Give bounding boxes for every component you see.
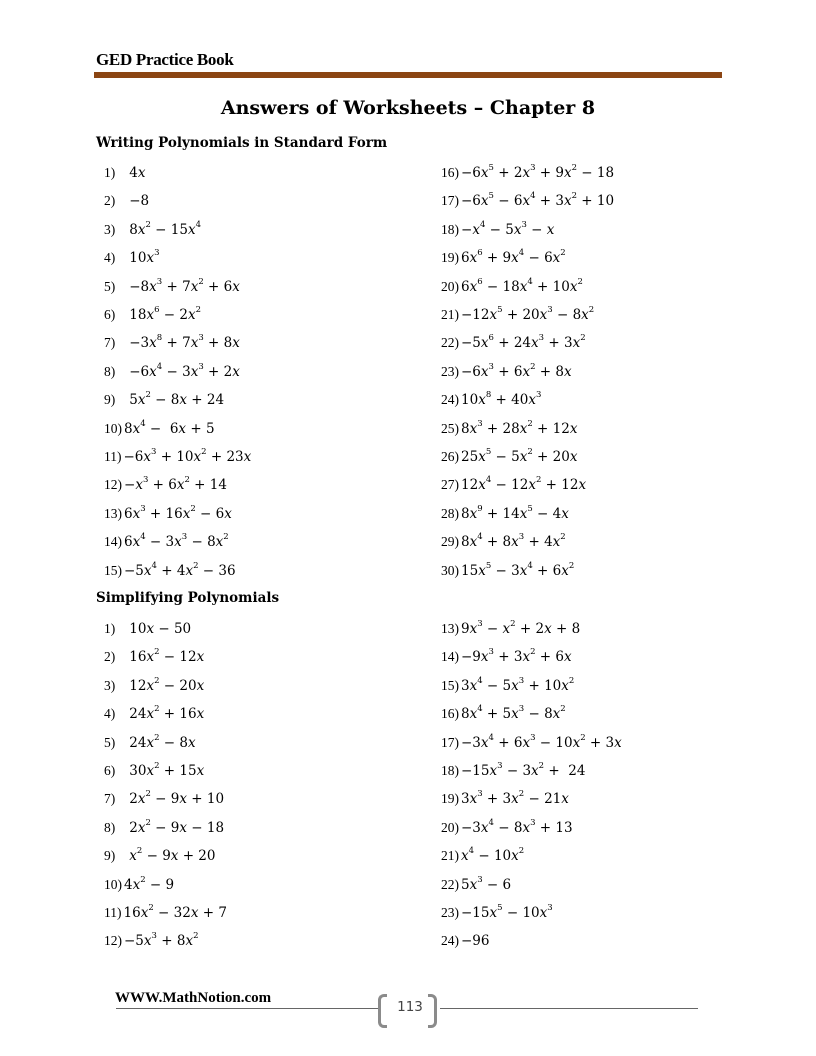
answer-item [104, 249, 159, 267]
answer-number: 26) [441, 449, 459, 464]
answer-expression: $8x^2 - 15x^4$ [129, 219, 202, 238]
answer-number: 25) [441, 420, 459, 436]
footer-rule-right [440, 1008, 698, 1009]
answer-item [441, 677, 574, 695]
answer-item [441, 932, 490, 950]
answer-expression: $25x^5 - 5x^2 + 20x$ [461, 447, 578, 465]
answer-expression: $-15x^5 - 10x^3$ [461, 903, 553, 921]
page-number: 113 [397, 999, 423, 1015]
answer-expression: $-3x^8 + 7x^3 + 8x$ [129, 333, 240, 352]
answer-item [441, 819, 573, 837]
answer-expression: $x^2 - 9x + 20$ [129, 846, 216, 865]
answer-expression: $6x^3 + 16x^2 - 6x$ [124, 503, 232, 522]
answer-item [441, 278, 583, 296]
answer-expression: −8 [129, 193, 150, 210]
answer-item [441, 705, 566, 723]
answer-item [104, 562, 236, 580]
answer-number: 22) [441, 335, 459, 351]
answer-expression: $6x^4 - 3x^3 - 8x^2$ [124, 532, 229, 551]
answer-expression: −96 [461, 933, 490, 950]
answer-item [104, 192, 149, 210]
answer-number: 6) [104, 763, 116, 778]
answer-number: 4) [104, 706, 116, 722]
answer-expression: $-6x^5 + 2x^3 + 9x^2 - 18$ [461, 163, 615, 181]
answer-expression: $-x^3 + 6x^2 + 14$ [124, 475, 227, 494]
answer-expression: $8x^4 - 6x + 5$ [124, 418, 215, 437]
answer-item [441, 762, 585, 780]
answer-number: 8) [104, 819, 116, 835]
answer-item [104, 391, 224, 409]
answer-item [441, 876, 511, 894]
answer-expression: $16x^2 - 32x + 7$ [123, 903, 227, 921]
answer-expression: $-12x^5 + 20x^3 - 8x^2$ [461, 305, 595, 323]
answer-item [104, 306, 201, 324]
answer-number: 1) [104, 165, 116, 180]
section-heading-standard-form: Writing Polynomials in Standard Form [96, 135, 388, 151]
answer-expression: $-5x^6 + 24x^3 + 3x^2$ [461, 333, 586, 352]
section-heading-simplifying: Simplifying Polynomials [96, 590, 280, 606]
answer-item [441, 221, 554, 239]
footer-website: WWW.MathNotion.com [115, 990, 272, 1006]
answer-item [104, 620, 191, 638]
answer-number: 29) [441, 534, 459, 550]
answer-expression: $-9x^3 + 3x^2 + 6x$ [461, 647, 572, 666]
answer-number: 15) [104, 562, 122, 578]
answer-expression: $5x^2 - 8x + 24$ [129, 390, 225, 409]
page-number-bracket-left [378, 994, 387, 1028]
answer-number: 20) [441, 278, 459, 294]
answer-number: 8) [104, 363, 116, 379]
answer-item [441, 620, 580, 638]
answer-expression: $10x^3$ [129, 248, 160, 267]
answer-number: 20) [441, 819, 459, 835]
answer-number: 18) [441, 221, 459, 237]
answer-expression: $-8x^3 + 7x^2 + 6x$ [129, 276, 240, 295]
answer-item [441, 476, 586, 494]
answer-item [441, 734, 622, 752]
answer-item [104, 705, 204, 723]
answer-number: 7) [104, 791, 116, 807]
answer-expression: $3x^3 + 3x^2 - 21x$ [461, 789, 569, 808]
answer-expression: $30x^2 + 15x$ [129, 761, 205, 779]
answer-expression: $9x^3 - x^2 + 2x + 8$ [461, 619, 581, 637]
answer-expression: $-6x^3 + 10x^2 + 23x$ [123, 447, 252, 465]
answer-expression: $16x^2 - 12x$ [129, 647, 205, 666]
answer-item [441, 363, 572, 381]
answer-expression: $12x^2 - 20x$ [129, 675, 205, 694]
answer-number: 21) [441, 307, 459, 322]
answer-number: 17) [441, 734, 459, 750]
answer-number: 4) [104, 250, 116, 266]
answer-number: 17) [441, 193, 459, 209]
answer-number: 13) [104, 505, 122, 521]
answer-number: 6) [104, 307, 116, 322]
header-rule [94, 72, 722, 78]
book-title: GED Practice Book [96, 50, 234, 69]
answer-item [441, 164, 614, 182]
answer-number: 3) [104, 221, 116, 237]
answer-number: 7) [104, 335, 116, 351]
answer-item [104, 334, 240, 352]
answer-item [104, 278, 240, 296]
answer-expression: $x^4 - 10x^2$ [461, 846, 525, 865]
answer-expression: $15x^5 - 3x^4 + 6x^2$ [461, 560, 575, 579]
answer-number: 9) [104, 392, 116, 408]
answer-item [441, 420, 577, 438]
answer-expression: $-6x^4 - 3x^3 + 2x$ [129, 361, 240, 380]
answer-item [441, 448, 577, 466]
page-title: Answers of Worksheets – Chapter 8 [220, 97, 596, 119]
answer-number: 19) [441, 791, 459, 807]
answer-number: 5) [104, 734, 116, 750]
answer-number: 14) [104, 534, 122, 550]
answer-expression: $8x^9 + 14x^5 - 4x$ [461, 503, 569, 522]
answer-expression: $18x^6 - 2x^2$ [129, 305, 202, 323]
answer-item [441, 505, 569, 523]
answer-number: 23) [441, 363, 459, 379]
answer-item [441, 192, 614, 210]
footer-rule-left [116, 1008, 378, 1009]
answer-expression: $5x^3 - 6$ [461, 874, 512, 893]
answer-expression: $2x^2 - 9x + 10$ [129, 789, 225, 808]
answer-item [104, 904, 227, 922]
answer-item [441, 334, 586, 352]
answer-number: 5) [104, 278, 116, 294]
answer-expression: $8x^3 + 28x^2 + 12x$ [461, 418, 578, 437]
answer-number: 11) [104, 449, 122, 464]
answer-item [441, 904, 553, 922]
answer-expression: 10x − 50 [129, 621, 192, 637]
answer-item [104, 164, 145, 182]
answer-item [104, 648, 204, 666]
answer-expression: $-6x^5 - 6x^4 + 3x^2 + 10$ [461, 191, 615, 210]
answer-expression: $6x^6 + 9x^4 - 6x^2$ [461, 248, 566, 267]
answer-expression: $-3x^4 - 8x^3 + 13$ [461, 817, 573, 836]
answer-expression: $2x^2 - 9x - 18$ [129, 817, 225, 836]
answer-expression: $-6x^3 + 6x^2 + 8x$ [461, 361, 572, 380]
answer-expression: $-15x^3 - 3x^2 + 24$ [461, 761, 586, 779]
answer-item [104, 448, 251, 466]
answer-expression: 4x [129, 165, 146, 181]
answer-item [104, 221, 201, 239]
answer-number: 30) [441, 562, 459, 578]
answer-number: 22) [441, 876, 459, 892]
answer-number: 24) [441, 392, 459, 408]
answer-item [104, 762, 204, 780]
answer-item [441, 648, 572, 666]
answer-number: 11) [104, 905, 122, 920]
answer-expression: $8x^4 + 8x^3 + 4x^2$ [461, 532, 566, 551]
answer-item [104, 476, 227, 494]
answer-expression: $10x^8 + 40x^3$ [461, 390, 542, 409]
answer-number: 3) [104, 677, 116, 693]
answer-number: 16) [441, 165, 459, 180]
answer-number: 9) [104, 848, 116, 864]
answer-item [104, 734, 196, 752]
answer-item [441, 306, 594, 324]
answer-expression: $-3x^4 + 6x^3 - 10x^2 + 3x$ [461, 732, 622, 751]
answer-number: 10) [104, 876, 122, 892]
answer-number: 16) [441, 706, 459, 722]
answer-item [104, 790, 224, 808]
answer-number: 19) [441, 250, 459, 266]
answer-item [104, 420, 215, 438]
answer-expression: $-5x^4 + 4x^2 - 36$ [124, 560, 236, 579]
answer-item [441, 391, 541, 409]
answer-number: 14) [441, 649, 459, 665]
answer-item [441, 790, 569, 808]
answer-number: 12) [104, 477, 122, 493]
answer-expression: $4x^2 - 9$ [124, 874, 175, 893]
answer-number: 1) [104, 621, 116, 636]
answer-item [104, 505, 232, 523]
answer-number: 2) [104, 193, 116, 209]
answer-expression: $-5x^3 + 8x^2$ [124, 931, 199, 950]
answer-expression: $24x^2 - 8x$ [129, 732, 196, 751]
answer-expression: $3x^4 - 5x^3 + 10x^2$ [461, 675, 575, 694]
answer-item [441, 562, 574, 580]
answer-number: 15) [441, 677, 459, 693]
answer-item [441, 249, 566, 267]
answer-expression: $6x^6 - 18x^4 + 10x^2$ [461, 276, 583, 295]
answer-number: 18) [441, 763, 459, 778]
answer-expression: $8x^4 + 5x^3 - 8x^2$ [461, 704, 566, 723]
answer-expression: $-x^4 - 5x^3 - x$ [461, 219, 555, 238]
answer-expression: $12x^4 - 12x^2 + 12x$ [461, 475, 587, 494]
answer-number: 27) [441, 477, 459, 493]
answer-item [104, 876, 174, 894]
answer-number: 13) [441, 621, 459, 636]
answer-item [441, 533, 566, 551]
answer-item [104, 847, 215, 865]
answer-item [104, 677, 204, 695]
answer-number: 23) [441, 905, 459, 920]
answer-number: 12) [104, 933, 122, 949]
answer-expression: $24x^2 + 16x$ [129, 704, 205, 723]
answer-item [104, 533, 229, 551]
answer-item [104, 819, 224, 837]
answer-number: 24) [441, 933, 459, 949]
answer-item [104, 932, 198, 950]
answer-number: 28) [441, 505, 459, 521]
answer-number: 10) [104, 420, 122, 436]
answer-item [104, 363, 240, 381]
answer-item [441, 847, 524, 865]
answer-number: 21) [441, 848, 459, 864]
answer-number: 2) [104, 649, 116, 665]
